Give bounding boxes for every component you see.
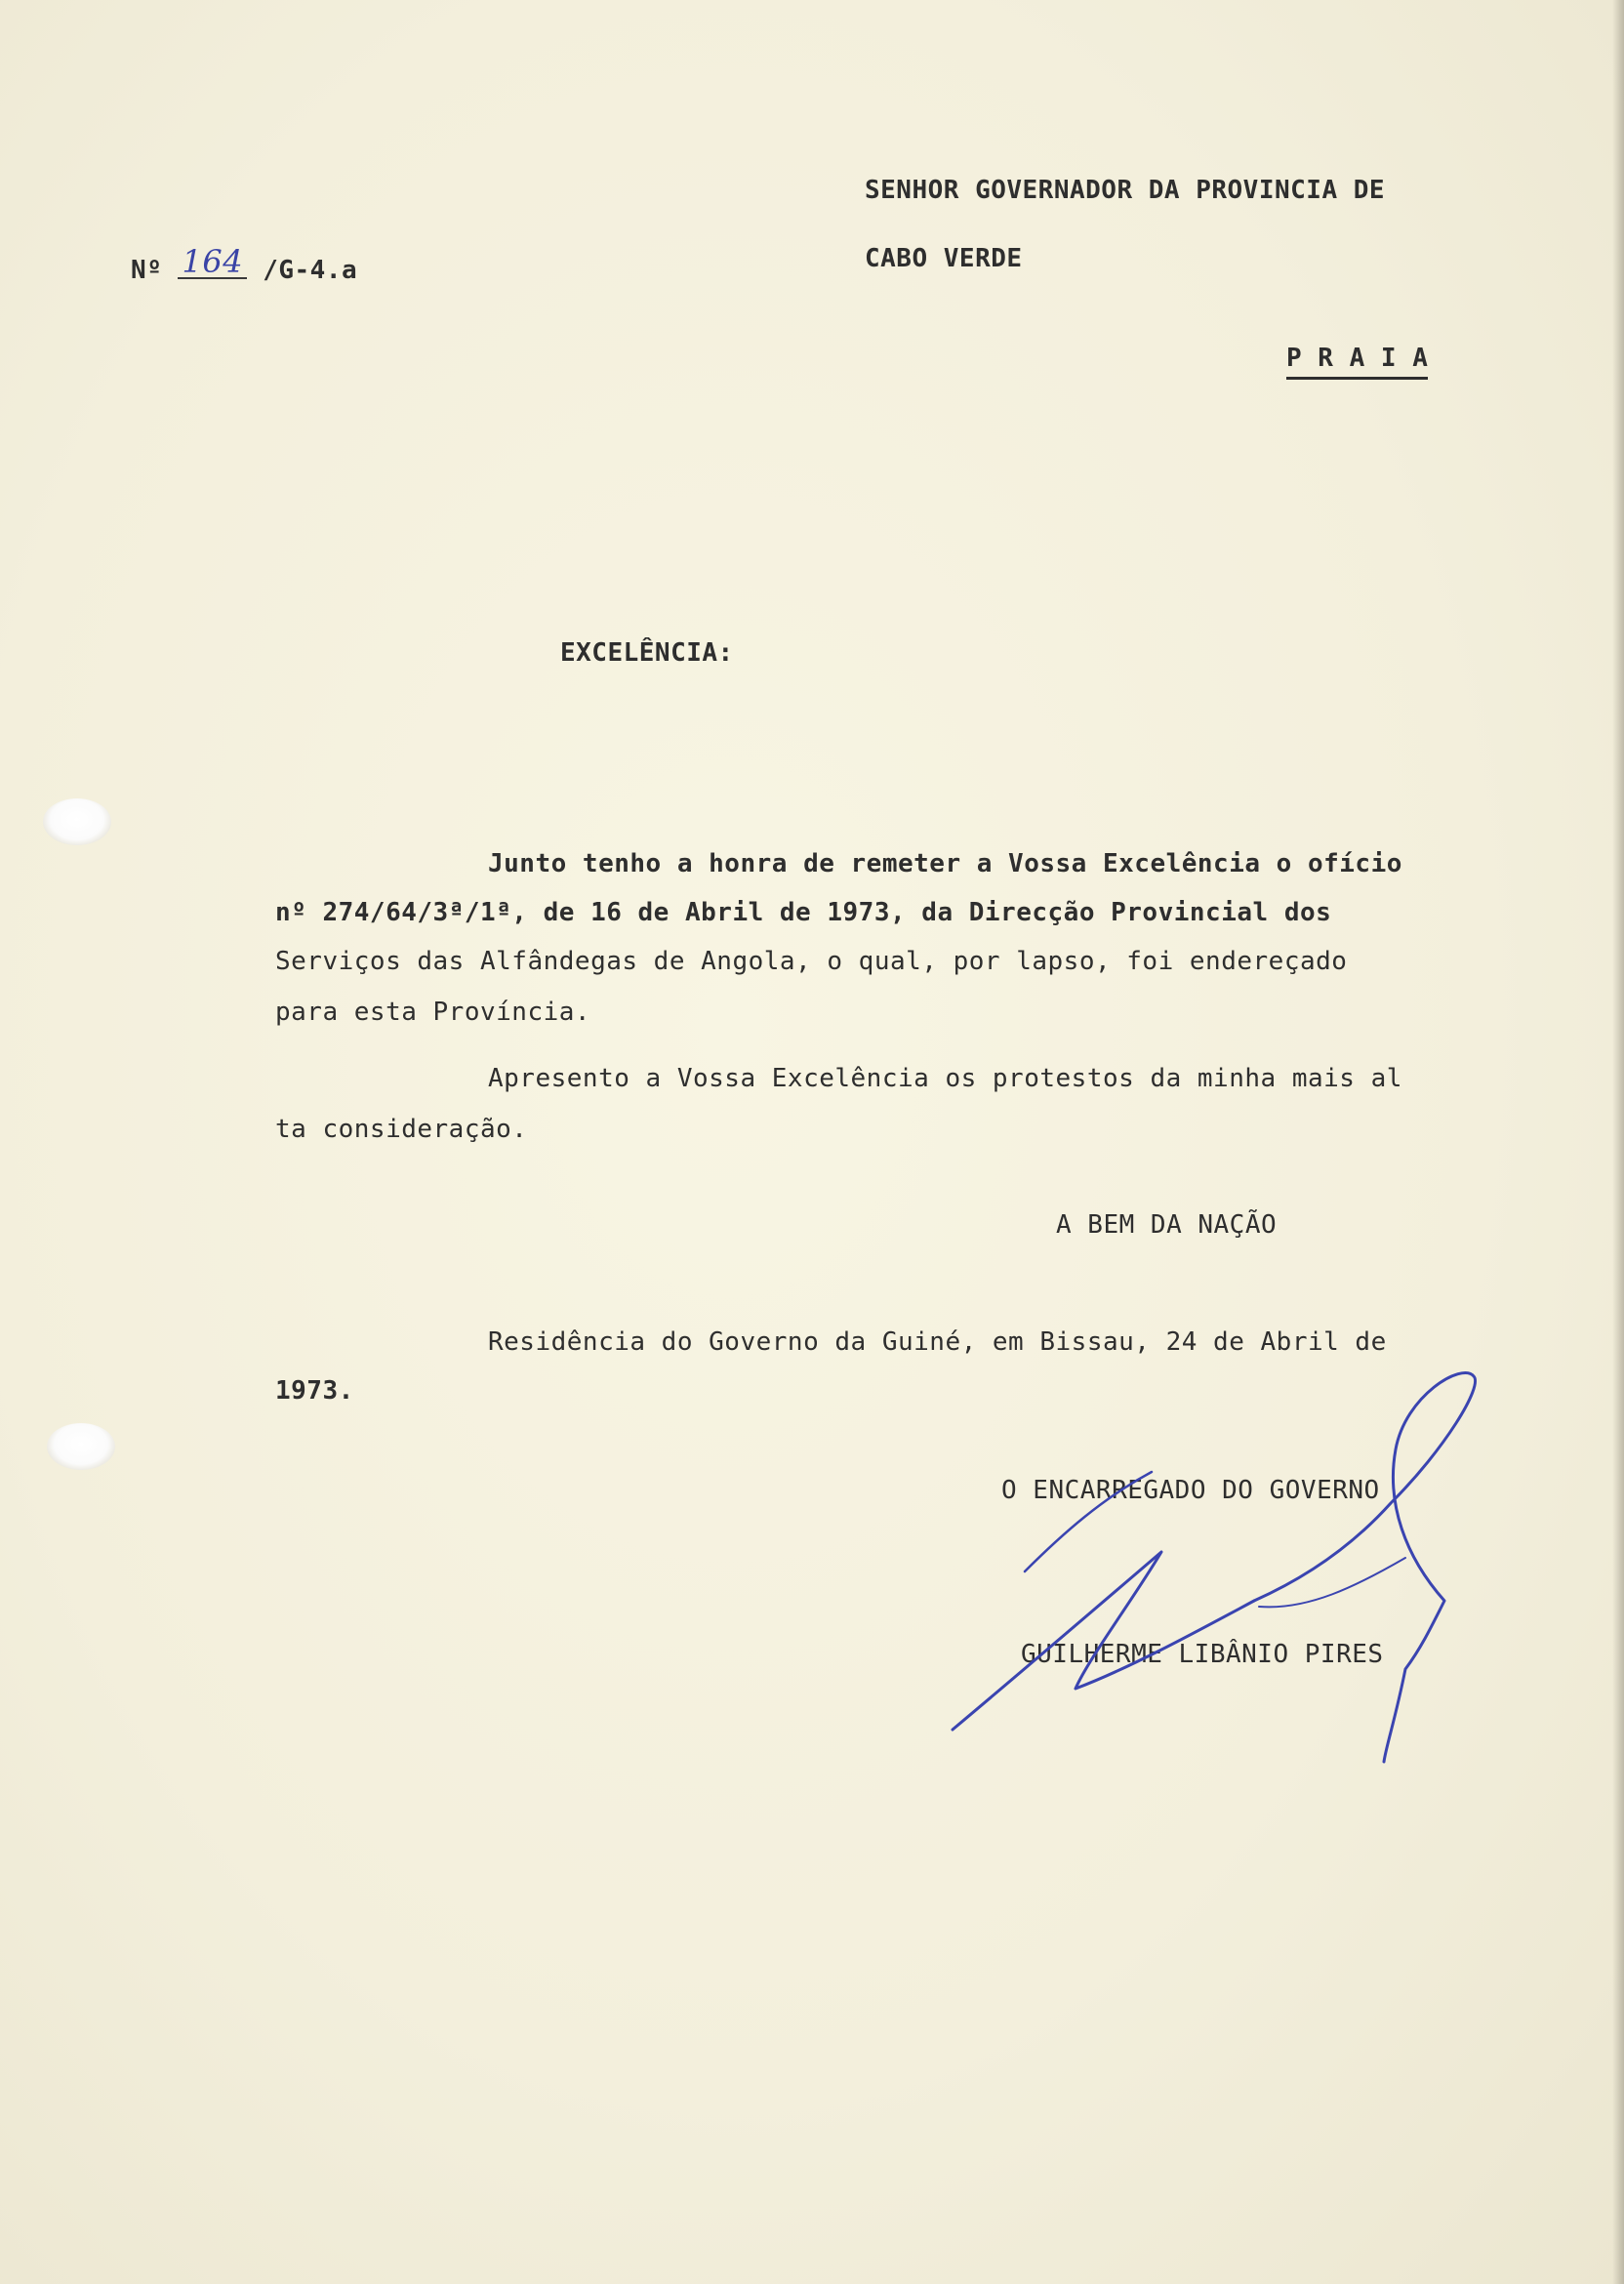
- body-line-4: para esta Província.: [275, 998, 591, 1027]
- signatory-title: O ENCARREGADO DO GOVERNO: [1001, 1476, 1380, 1505]
- motto: A BEM DA NAÇÃO: [1056, 1210, 1278, 1240]
- destination-city-text: P R A I A: [1286, 344, 1428, 380]
- paper-edge-shadow: [1612, 0, 1624, 2284]
- punch-hole-bottom: [47, 1423, 115, 1470]
- reference-handwritten-number: 164: [178, 246, 247, 279]
- body-line-3: Serviços das Alfândegas de Angola, o qual, por lapso, foi endereçado: [275, 947, 1348, 976]
- reference-suffix: /G-4.a: [263, 256, 358, 285]
- body-line-1: Junto tenho a honra de remeter a Vossa Excelência o ofício: [488, 849, 1402, 878]
- closing-line-2: ta consideração.: [275, 1115, 528, 1144]
- destination-city: [1286, 346, 1428, 371]
- addressee-line-1: SENHOR GOVERNADOR DA PROVINCIA DE: [865, 176, 1386, 205]
- signatory-name: GUILHERME LIBÂNIO PIRES: [1021, 1640, 1384, 1669]
- salutation: EXCELÊNCIA:: [560, 638, 734, 668]
- reference-number: [131, 243, 358, 285]
- addressee-line-2: CABO VERDE: [865, 244, 1023, 273]
- reference-prefix: Nº: [131, 256, 163, 285]
- closing-line-1: Apresento a Vossa Excelência os protestos da minha mais al: [488, 1064, 1402, 1093]
- place-date-line-2: 1973.: [275, 1376, 354, 1406]
- punch-hole-top: [43, 798, 111, 845]
- body-line-2: nº 274/64/3ª/1ª, de 16 de Abril de 1973, da Direcção Provincial dos: [275, 898, 1332, 927]
- handwritten-signature: [898, 1366, 1503, 1776]
- place-date-line-1: Residência do Governo da Guiné, em Bissau, 24 de Abril de: [488, 1327, 1387, 1357]
